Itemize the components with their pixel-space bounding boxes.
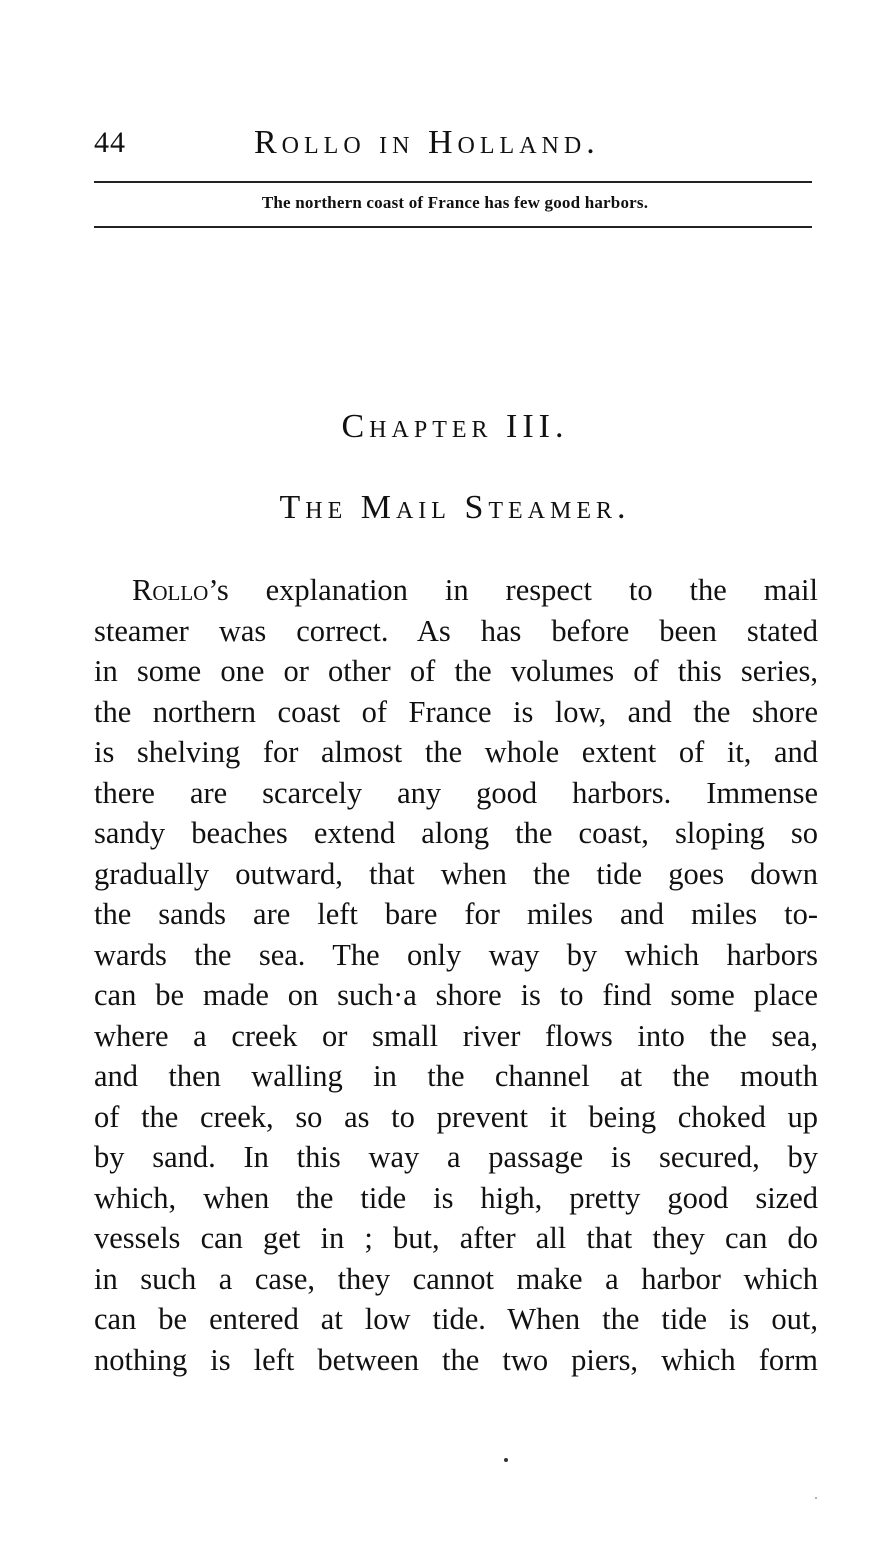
body-line-opening (94, 570, 818, 611)
running-title: Rollo in Holland. (254, 124, 600, 161)
body-line: by sand. In this way a passage is secured, by (94, 1140, 818, 1174)
body-line: can be entered at low tide. When the tide is out, (94, 1302, 818, 1336)
body-line: can be made on such·a shore is to find some place (94, 978, 818, 1012)
body-line: steamer was correct. As has before been stated (94, 613, 818, 648)
body-line: and then walling in the channel at the mouth (94, 1059, 818, 1093)
page-number: 44 (94, 126, 126, 159)
body-line: where a creek or small river flows into the sea, (94, 1018, 818, 1053)
chapter-number: Chapter III. (341, 408, 569, 445)
chapter-title: The Mail Steamer. (279, 489, 631, 526)
body-line: there are scarcely any good harbors. Immense (94, 775, 818, 810)
body-line: is shelving for almost the whole extent of it, and (94, 735, 818, 769)
ink-speck (815, 1497, 817, 1499)
body-line: wards the sea. The only way by which harbors (94, 937, 818, 972)
body-line: in such a case, they cannot make a harbor which (94, 1261, 818, 1296)
body-line: sandy beaches extend along the coast, sloping so (94, 816, 818, 850)
opening-rest: ’s explanation in respect to the mail (208, 573, 818, 607)
body-text (94, 570, 818, 1380)
body-line: vessels can get in ; but, after all that they can do (94, 1221, 818, 1255)
body-line: gradually outward, that when the tide goes down (94, 856, 818, 891)
page-subhead: The northern coast of France has few good harbors. (261, 193, 649, 212)
header-rule-bottom (94, 226, 812, 228)
body-line: nothing is left between the two piers, which form (94, 1342, 818, 1377)
body-line: the sands are left bare for miles and miles to- (94, 897, 818, 931)
ink-speck (504, 1458, 508, 1462)
running-head (94, 124, 816, 174)
body-line: the northern coast of France is low, and the shore (94, 694, 818, 729)
body-line: which, when the tide is high, pretty good sized (94, 1180, 818, 1215)
body-line: of the creek, so as to prevent it being choked up (94, 1099, 818, 1134)
header-rule-top (94, 181, 812, 183)
opening-name: Rollo (132, 573, 209, 607)
body-line: in some one or other of the volumes of this series, (94, 654, 818, 688)
